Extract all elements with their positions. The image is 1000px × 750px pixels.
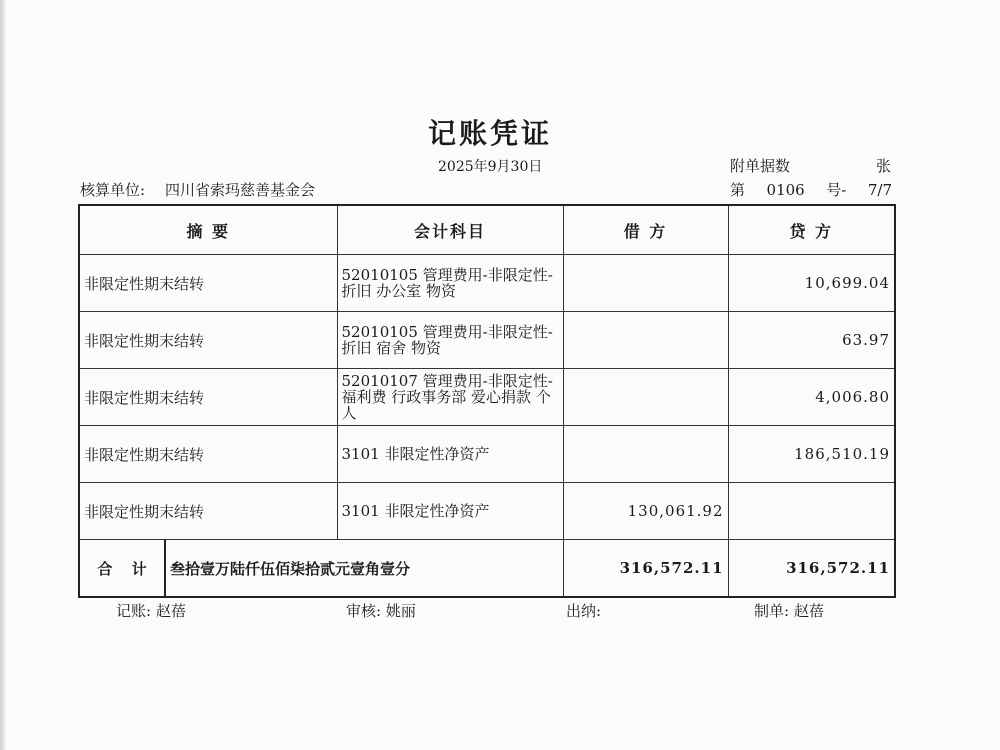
row-debit — [563, 426, 728, 483]
voucher-number: 第 0106 号- 7/7 — [730, 181, 892, 199]
table-row — [79, 369, 895, 426]
accounting-unit-label: 核算单位: — [80, 181, 146, 199]
cashier-signature: 出纳: — [566, 602, 602, 620]
row-account: 3101 非限定性净资产 — [337, 426, 563, 483]
row-account: 52010105 管理费用-非限定性-折旧 宿舍 物资 — [337, 312, 563, 369]
row-debit: 130,061.92 — [563, 483, 728, 540]
row-summary: 非限定性期末结转 — [79, 369, 337, 426]
row-summary: 非限定性期末结转 — [79, 255, 337, 312]
total-amount-words: 叁拾壹万陆仟伍佰柒拾贰元壹角壹分 — [165, 540, 563, 598]
bookkeeper-signature: 记账: 赵蓓 — [116, 602, 186, 620]
attachments-label: 附单据数 — [730, 157, 791, 175]
table-row — [79, 426, 895, 483]
row-account: 3101 非限定性净资产 — [337, 483, 563, 540]
header-account: 会计科目 — [337, 205, 563, 255]
total-credit: 316,572.11 — [728, 540, 895, 598]
row-account: 52010105 管理费用-非限定性-折旧 办公室 物资 — [337, 255, 563, 312]
row-summary: 非限定性期末结转 — [79, 426, 337, 483]
table-row — [79, 255, 895, 312]
header-credit: 贷 方 — [728, 205, 895, 255]
row-debit — [563, 312, 728, 369]
row-credit: 63.97 — [728, 312, 895, 369]
row-credit: 186,510.19 — [728, 426, 895, 483]
row-credit: 4,006.80 — [728, 369, 895, 426]
reviewer-signature: 审核: 姚丽 — [346, 602, 416, 620]
voucher-date: 2025年9月30日 — [438, 159, 543, 175]
row-summary: 非限定性期末结转 — [79, 312, 337, 369]
row-credit: 10,699.04 — [728, 255, 895, 312]
total-row — [79, 540, 895, 598]
row-debit — [563, 255, 728, 312]
total-debit: 316,572.11 — [563, 540, 728, 598]
row-debit — [563, 369, 728, 426]
preparer-signature: 制单: 赵蓓 — [754, 602, 824, 620]
accounting-unit-name: 四川省索玛慈善基金会 — [165, 181, 316, 199]
attachments-unit: 张 — [876, 157, 892, 175]
header-summary: 摘 要 — [79, 205, 337, 255]
row-summary: 非限定性期末结转 — [79, 483, 337, 540]
table-row — [79, 483, 895, 540]
row-account: 52010107 管理费用-非限定性-福利费 行政事务部 爱心捐款 个人 — [337, 369, 563, 426]
row-credit — [728, 483, 895, 540]
header-debit: 借 方 — [563, 205, 728, 255]
table-row — [79, 312, 895, 369]
voucher-title: 记账凭证 — [427, 117, 552, 150]
table-header-row — [79, 205, 895, 255]
total-label: 合 计 — [79, 540, 165, 598]
voucher-table — [78, 204, 896, 598]
